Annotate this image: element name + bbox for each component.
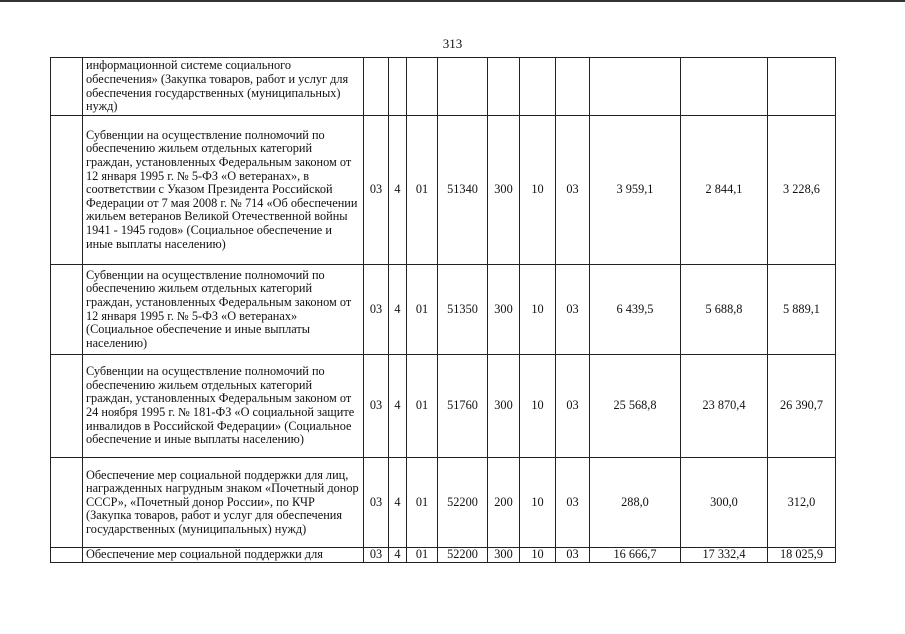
code-cell <box>389 58 407 116</box>
code-cell: 4 <box>389 355 407 458</box>
code-cell: 10 <box>520 548 556 563</box>
table-row <box>51 458 836 548</box>
amount-cell: 16 666,7 <box>590 548 681 563</box>
amount-cell: 17 332,4 <box>681 548 768 563</box>
row-name-cell: информационной системе социального обеспечения» (Закупка товаров, работ и услуг для обеспечения государственных (муниципальных) нужд) <box>83 58 364 116</box>
code-cell: 01 <box>407 116 438 265</box>
code-cell <box>407 58 438 116</box>
code-cell: 03 <box>364 116 389 265</box>
code-cell: 10 <box>520 116 556 265</box>
code-cell: 300 <box>488 355 520 458</box>
amount-cell <box>681 58 768 116</box>
row-number-cell <box>51 548 83 563</box>
budget-table <box>50 57 836 563</box>
code-cell: 10 <box>520 458 556 548</box>
code-cell: 4 <box>389 458 407 548</box>
code-cell: 03 <box>556 548 590 563</box>
code-cell: 300 <box>488 548 520 563</box>
code-cell: 10 <box>520 265 556 355</box>
amount-cell: 5 889,1 <box>768 265 836 355</box>
table-row <box>51 265 836 355</box>
code-cell: 03 <box>364 458 389 548</box>
code-cell <box>438 58 488 116</box>
code-cell: 51350 <box>438 265 488 355</box>
code-cell: 03 <box>364 548 389 563</box>
row-name-cell: Обеспечение мер социальной поддержки для лиц, награжденных нагрудным знаком «Почетный донор СССР», «Почетный донор России», по КЧР (Закупка товаров, работ и услуг для обеспечения государственных (муниципальных) нужд) <box>83 458 364 548</box>
table-row <box>51 355 836 458</box>
code-cell: 03 <box>556 265 590 355</box>
amount-cell: 3 228,6 <box>768 116 836 265</box>
code-cell: 200 <box>488 458 520 548</box>
code-cell: 01 <box>407 355 438 458</box>
code-cell: 52200 <box>438 548 488 563</box>
amount-cell: 25 568,8 <box>590 355 681 458</box>
code-cell: 300 <box>488 116 520 265</box>
code-cell: 01 <box>407 458 438 548</box>
code-cell: 4 <box>389 548 407 563</box>
code-cell <box>520 58 556 116</box>
page-number: 313 <box>442 36 463 51</box>
row-name-cell: Обеспечение мер социальной поддержки для <box>83 548 364 563</box>
code-cell: 03 <box>364 265 389 355</box>
amount-cell: 3 959,1 <box>590 116 681 265</box>
row-number-cell <box>51 116 83 265</box>
code-cell: 03 <box>364 355 389 458</box>
row-name-cell: Субвенции на осуществление полномочий по обеспечению жильем отдельных категорий граждан, установленных Федеральным законом от 12 января 1995 г. № 5-ФЗ «О ветеранах» (Социальное обеспечение и иные выплаты населению) <box>83 265 364 355</box>
row-number-cell <box>51 458 83 548</box>
code-cell: 4 <box>389 116 407 265</box>
top-border-line <box>0 0 905 2</box>
amount-cell <box>590 58 681 116</box>
code-cell: 01 <box>407 548 438 563</box>
row-number-cell <box>51 265 83 355</box>
code-cell <box>488 58 520 116</box>
code-cell <box>364 58 389 116</box>
amount-cell: 6 439,5 <box>590 265 681 355</box>
code-cell: 300 <box>488 265 520 355</box>
code-cell: 51340 <box>438 116 488 265</box>
row-number-cell <box>51 355 83 458</box>
amount-cell: 288,0 <box>590 458 681 548</box>
table-row <box>51 116 836 265</box>
code-cell: 01 <box>407 265 438 355</box>
amount-cell <box>768 58 836 116</box>
amount-cell: 312,0 <box>768 458 836 548</box>
amount-cell: 26 390,7 <box>768 355 836 458</box>
code-cell: 03 <box>556 116 590 265</box>
table-row <box>51 58 836 116</box>
code-cell: 03 <box>556 458 590 548</box>
code-cell <box>556 58 590 116</box>
code-cell: 03 <box>556 355 590 458</box>
code-cell: 10 <box>520 355 556 458</box>
amount-cell: 23 870,4 <box>681 355 768 458</box>
row-name-cell: Субвенции на осуществление полномочий по обеспечению жильем отдельных категорий граждан, установленных Федеральным законом от 24 ноября 1995 г. № 181-ФЗ «О социальной защите инвалидов в Российской Федерации» (Социальное обеспечение и иные выплаты населению) <box>83 355 364 458</box>
amount-cell: 5 688,8 <box>681 265 768 355</box>
amount-cell: 2 844,1 <box>681 116 768 265</box>
row-number-cell <box>51 58 83 116</box>
code-cell: 51760 <box>438 355 488 458</box>
amount-cell: 300,0 <box>681 458 768 548</box>
code-cell: 4 <box>389 265 407 355</box>
code-cell: 52200 <box>438 458 488 548</box>
table-row <box>51 548 836 563</box>
amount-cell: 18 025,9 <box>768 548 836 563</box>
row-name-cell: Субвенции на осуществление полномочий по обеспечению жильем отдельных категорий граждан, установленных Федеральным законом от 12 января 1995 г. № 5-ФЗ «О ветеранах», в соответствии с Указом Президента Российской Федерации от 7 мая 2008 г. № 714 «Об обеспечении жильем ветеранов Великой Отечественной войны 1941 - 1945 годов» (Социальное обеспечение и иные выплаты населению) <box>83 116 364 265</box>
